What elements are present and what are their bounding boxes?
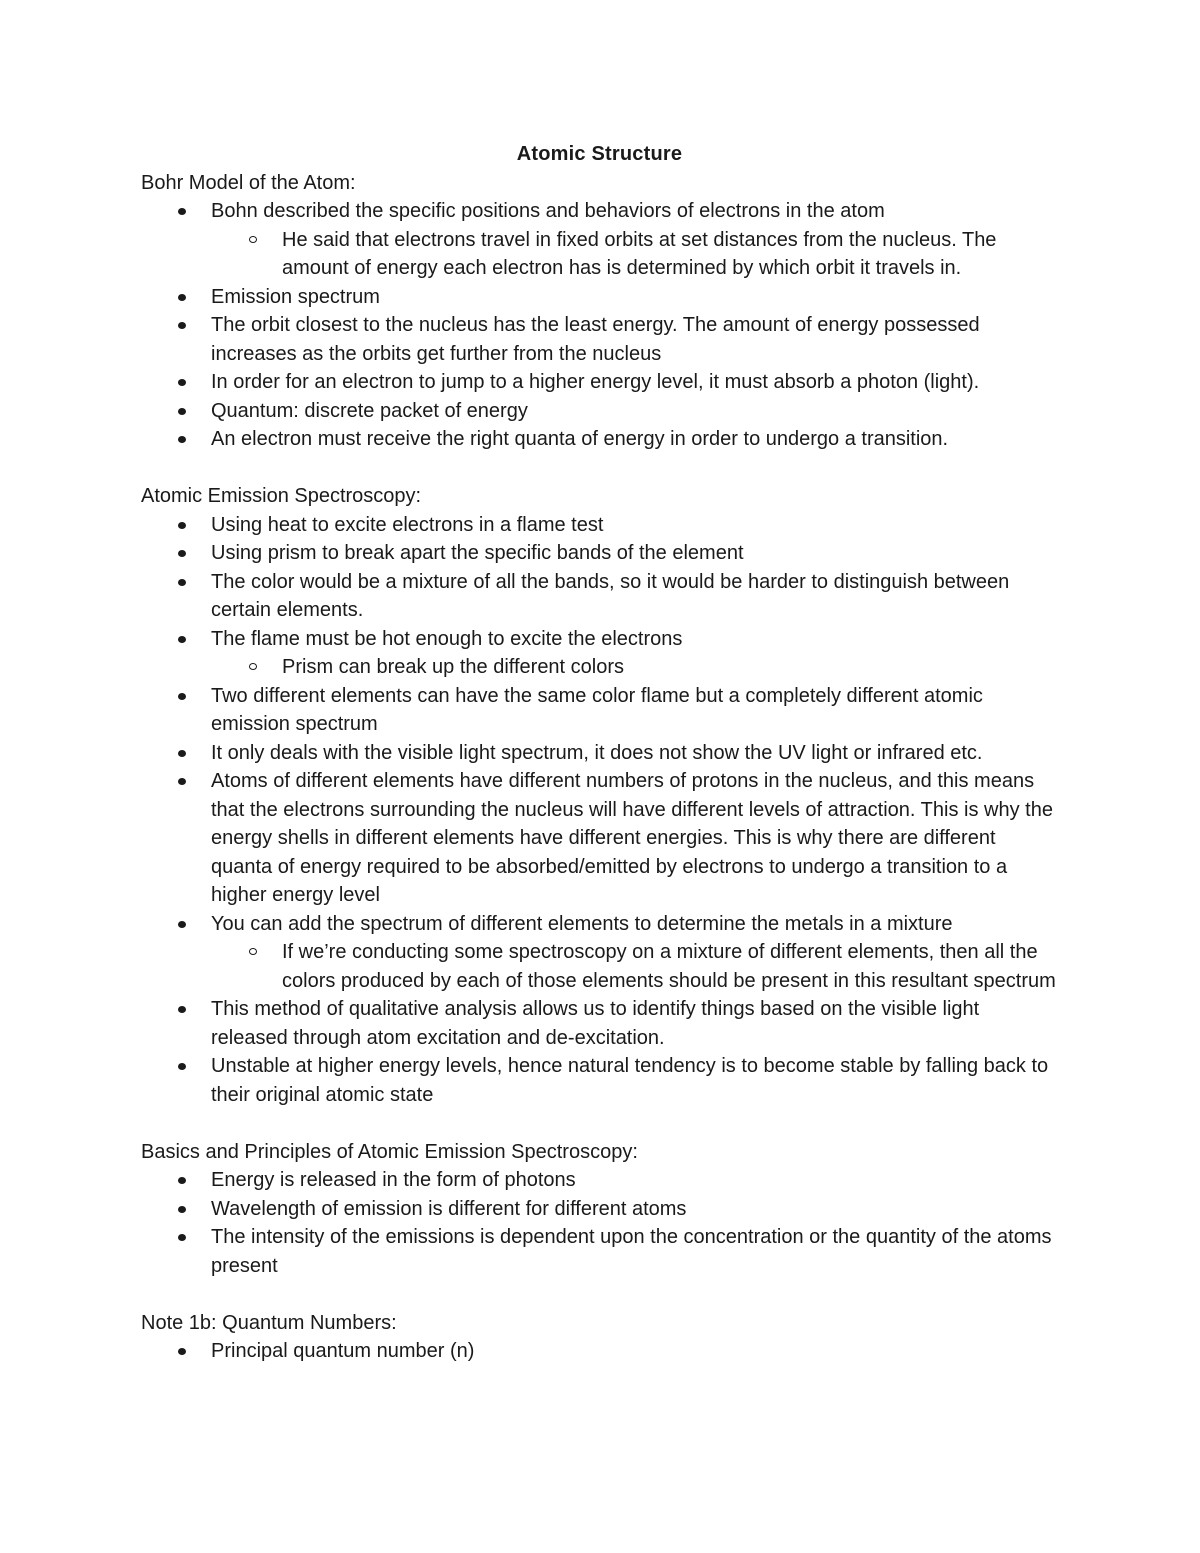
list-item xyxy=(211,995,1061,1052)
filled-bullet-icon xyxy=(178,1177,186,1184)
hollow-bullet-icon xyxy=(249,236,257,243)
sub-bullet-list xyxy=(211,938,1061,995)
document-page xyxy=(141,140,1061,1366)
sub-bullet-list xyxy=(211,226,1061,283)
section-heading: Bohr Model of the Atom: xyxy=(141,171,356,194)
section-heading: Atomic Emission Spectroscopy: xyxy=(141,485,422,507)
list-item xyxy=(211,511,1061,540)
list-item-text: Principal quantum number (n) xyxy=(211,1340,475,1362)
section-spacer xyxy=(141,1280,1061,1309)
list-item-text: You can add the spectrum of different elements to determine the metals in a mixture xyxy=(211,912,953,935)
list-item xyxy=(211,682,1061,739)
list-item-text: Quantum: discrete packet of energy xyxy=(211,399,528,422)
filled-bullet-icon xyxy=(178,1348,186,1355)
filled-bullet-icon xyxy=(178,921,186,928)
document-body xyxy=(141,169,1061,1366)
sub-list-item-text: Prism can break up the different colors xyxy=(282,656,625,678)
filled-bullet-icon xyxy=(178,379,186,386)
sub-bullet-list xyxy=(211,653,1061,682)
filled-bullet-icon xyxy=(178,322,186,329)
list-item-text: Emission spectrum xyxy=(211,285,380,308)
list-item-text: Energy is released in the form of photons xyxy=(211,1169,576,1191)
list-item-text: An electron must receive the right quanta of energy in order to undergo a transition. xyxy=(211,428,949,450)
list-item-text: The flame must be hot enough to excite the electrons xyxy=(211,627,683,650)
list-item-text: The intensity of the emissions is dependent upon the concentration or the quantity of the atoms present xyxy=(211,1226,1052,1277)
sub-list-item xyxy=(282,226,1061,283)
list-item xyxy=(211,625,1061,682)
list-item xyxy=(211,1166,1061,1195)
filled-bullet-icon xyxy=(178,693,186,700)
list-item-text: It only deals with the visible light spectrum, it does not show the UV light or infrared etc. xyxy=(211,741,983,764)
filled-bullet-icon xyxy=(178,408,186,415)
filled-bullet-icon xyxy=(178,436,186,443)
filled-bullet-icon xyxy=(178,636,186,643)
filled-bullet-icon xyxy=(178,1206,186,1213)
filled-bullet-icon xyxy=(178,1006,186,1013)
filled-bullet-icon xyxy=(178,550,186,557)
list-item xyxy=(211,1195,1061,1224)
list-item xyxy=(211,1223,1061,1280)
list-item-text: Two different elements can have the same color flame but a completely different atomic emission spectrum xyxy=(211,684,983,735)
section-heading: Basics and Principles of Atomic Emission Spectroscopy: xyxy=(141,1140,638,1163)
list-item-text: Using prism to break apart the specific bands of the element xyxy=(211,542,744,564)
sub-list-item xyxy=(282,653,1061,682)
list-item-text: Using heat to excite electrons in a flame test xyxy=(211,513,604,536)
list-item xyxy=(211,425,1061,454)
list-item xyxy=(211,1337,1061,1366)
bullet-list xyxy=(141,197,1061,454)
hollow-bullet-icon xyxy=(249,663,257,670)
sub-list-item-text: If we’re conducting some spectroscopy on a mixture of different elements, then all the colors produced by each of those elements should be present in this resultant spectrum xyxy=(282,941,1056,992)
list-item-text: In order for an electron to jump to a higher energy level, it must absorb a photon (light). xyxy=(211,371,980,393)
filled-bullet-icon xyxy=(178,522,186,529)
filled-bullet-icon xyxy=(178,1063,186,1070)
document-title: Atomic Structure xyxy=(516,143,683,165)
list-item xyxy=(211,910,1061,996)
list-item-text: The color would be a mixture of all the bands, so it would be harder to distinguish between certain elements. xyxy=(211,570,1010,621)
list-item-text: Bohn described the specific positions and behaviors of electrons in the atom xyxy=(211,200,885,222)
list-item-text: This method of qualitative analysis allows us to identify things based on the visible light released through atom excitation and de-excitation. xyxy=(211,998,980,1049)
list-item xyxy=(211,568,1061,625)
list-item xyxy=(211,397,1061,426)
bullet-list xyxy=(141,511,1061,1110)
list-item xyxy=(211,767,1061,910)
bullet-list xyxy=(141,1166,1061,1280)
filled-bullet-icon xyxy=(178,1234,186,1241)
list-item xyxy=(211,311,1061,368)
filled-bullet-icon xyxy=(178,750,186,757)
list-item-text: Unstable at higher energy levels, hence natural tendency is to become stable by falling back to their original atomic state xyxy=(211,1055,1049,1106)
list-item xyxy=(211,539,1061,568)
hollow-bullet-icon xyxy=(249,948,257,955)
filled-bullet-icon xyxy=(178,778,186,785)
list-item xyxy=(211,1052,1061,1109)
list-item xyxy=(211,739,1061,768)
section-spacer xyxy=(141,454,1061,483)
filled-bullet-icon xyxy=(178,294,186,301)
filled-bullet-icon xyxy=(178,579,186,586)
bullet-list xyxy=(141,1337,1061,1366)
list-item xyxy=(211,368,1061,397)
section-heading: Note 1b: Quantum Numbers: xyxy=(141,1311,397,1334)
section-spacer xyxy=(141,1109,1061,1138)
filled-bullet-icon xyxy=(178,208,186,215)
sub-list-item xyxy=(282,938,1061,995)
list-item-text: The orbit closest to the nucleus has the least energy. The amount of energy possessed increases as the orbits get further from the nucleus xyxy=(211,314,980,365)
list-item xyxy=(211,283,1061,312)
list-item-text: Wavelength of emission is different for different atoms xyxy=(211,1197,687,1220)
sub-list-item-text: He said that electrons travel in fixed orbits at set distances from the nucleus. The amount of energy each electron has is determined by which orbit it travels in. xyxy=(282,228,997,279)
list-item-text: Atoms of different elements have different numbers of protons in the nucleus, and this means that the electrons surrounding the nucleus will have different levels of attraction. This is why the energy shells in different elements have different energies. This is why there are different quanta of energy required to be absorbed/emitted by electrons to undergo a transition to a higher energy level xyxy=(211,770,1053,906)
list-item xyxy=(211,197,1061,283)
